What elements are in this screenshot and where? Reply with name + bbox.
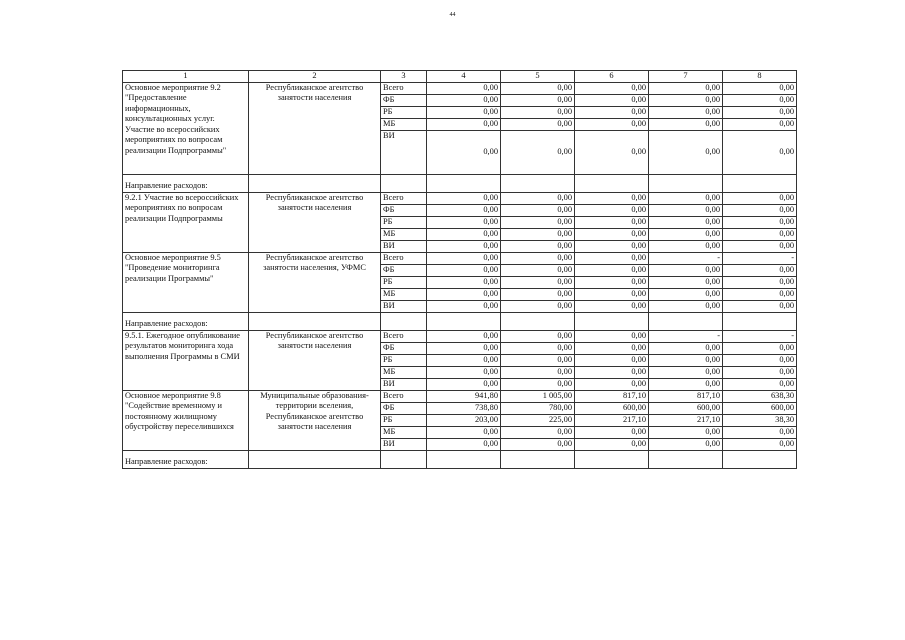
amount-cell: 217,10: [649, 414, 723, 426]
amount-cell: -: [649, 252, 723, 264]
amount-cell: 0,00: [723, 276, 797, 288]
funding-source: Всего: [381, 390, 427, 402]
empty-cell: [723, 174, 797, 192]
amount-cell: 0,00: [723, 216, 797, 228]
amount-cell: 0,00: [427, 82, 501, 94]
direction-row: [123, 312, 797, 330]
empty-cell: [649, 174, 723, 192]
amount-cell: 0,00: [501, 300, 575, 312]
amount-cell: 0,00: [501, 276, 575, 288]
funding-source: Всего: [381, 330, 427, 342]
empty-cell: [575, 450, 649, 468]
funding-source: ВИ: [381, 240, 427, 252]
amount-cell: 0,00: [501, 342, 575, 354]
amount-cell: 217,10: [575, 414, 649, 426]
direction-label: Направление расходов:: [123, 450, 249, 468]
amount-cell: 0,00: [723, 300, 797, 312]
empty-cell: [427, 312, 501, 330]
amount-cell: 0,00: [649, 94, 723, 106]
amount-cell: 0,00: [575, 204, 649, 216]
empty-cell: [649, 312, 723, 330]
amount-cell: 0,00: [501, 426, 575, 438]
amount-cell: 0,00: [501, 264, 575, 276]
header-cell: 5: [501, 71, 575, 83]
amount-cell: 0,00: [427, 94, 501, 106]
amount-cell: 600,00: [723, 402, 797, 414]
amount-cell: 600,00: [649, 402, 723, 414]
direction-row: [123, 450, 797, 468]
table-row: [123, 252, 797, 264]
amount-cell: 0,00: [649, 288, 723, 300]
amount-cell: 0,00: [723, 118, 797, 130]
amount-cell: 0,00: [575, 106, 649, 118]
amount-cell: -: [723, 330, 797, 342]
funding-source: ФБ: [381, 264, 427, 276]
amount-cell: 0,00: [501, 228, 575, 240]
amount-cell: 38,30: [723, 414, 797, 426]
amount-cell: 0,00: [723, 378, 797, 390]
amount-cell: -: [723, 252, 797, 264]
amount-cell: 0,00: [575, 252, 649, 264]
direction-row: [123, 174, 797, 192]
amount-cell: 0,00: [575, 192, 649, 204]
funding-source: ФБ: [381, 402, 427, 414]
header-cell: 7: [649, 71, 723, 83]
funding-source: МБ: [381, 228, 427, 240]
amount-cell: 0,00: [649, 378, 723, 390]
amount-cell: 0,00: [723, 438, 797, 450]
amount-cell: 0,00: [649, 106, 723, 118]
amount-cell: 0,00: [427, 204, 501, 216]
amount-cell: 0,00: [723, 82, 797, 94]
amount-cell: 0,00: [723, 342, 797, 354]
amount-cell: 0,00: [427, 240, 501, 252]
header-cell: 1: [123, 71, 249, 83]
amount-cell: 0,00: [723, 192, 797, 204]
amount-cell: 0,00: [575, 264, 649, 276]
table-row: [123, 82, 797, 94]
amount-cell: 0,00: [649, 342, 723, 354]
amount-cell: 0,00: [575, 438, 649, 450]
amount-cell: 0,00: [723, 228, 797, 240]
amount-cell: 0,00: [427, 300, 501, 312]
empty-cell: [723, 450, 797, 468]
activity-name: 9.2.1 Участие во всероссийских мероприятиях по вопросам реализации Подпрограммы: [123, 192, 249, 252]
amount-cell: 0,00: [501, 204, 575, 216]
funding-source: Всего: [381, 252, 427, 264]
amount-cell: 0,00: [501, 438, 575, 450]
amount-cell: 0,00: [649, 300, 723, 312]
amount-cell: 817,10: [649, 390, 723, 402]
empty-cell: [381, 174, 427, 192]
amount-cell: 0,00: [649, 82, 723, 94]
activity-name: Основное мероприятие 9.5 "Проведение мониторинга реализации Программы": [123, 252, 249, 312]
amount-cell: 0,00: [501, 330, 575, 342]
amount-cell: 0,00: [427, 252, 501, 264]
amount-cell: 0,00: [575, 240, 649, 252]
amount-cell: 0,00: [427, 288, 501, 300]
funding-source: РБ: [381, 216, 427, 228]
amount-cell: 0,00: [575, 300, 649, 312]
header-cell: 8: [723, 71, 797, 83]
amount-cell: 0,00: [501, 366, 575, 378]
funding-source: МБ: [381, 118, 427, 130]
amount-cell: 1 005,00: [501, 390, 575, 402]
header-cell: 6: [575, 71, 649, 83]
amount-cell: -: [649, 330, 723, 342]
funding-source: МБ: [381, 366, 427, 378]
amount-cell: 738,80: [427, 402, 501, 414]
empty-cell: [575, 312, 649, 330]
empty-cell: [501, 450, 575, 468]
amount-cell: 0,00: [501, 82, 575, 94]
amount-cell: 817,10: [575, 390, 649, 402]
amount-cell: 0,00: [649, 240, 723, 252]
amount-cell: 941,80: [427, 390, 501, 402]
amount-cell: 0,00: [575, 288, 649, 300]
empty-cell: [427, 174, 501, 192]
funding-source: МБ: [381, 288, 427, 300]
amount-cell: 0,00: [575, 82, 649, 94]
table-row: [123, 390, 797, 402]
amount-cell: 0,00: [501, 252, 575, 264]
amount-cell: 0,00: [427, 342, 501, 354]
amount-cell: 0,00: [575, 366, 649, 378]
amount-cell: 0,00: [501, 288, 575, 300]
empty-cell: [381, 312, 427, 330]
amount-cell: 0,00: [649, 228, 723, 240]
amount-cell: 0,00: [723, 204, 797, 216]
amount-cell: 0,00: [723, 130, 797, 174]
amount-cell: 0,00: [427, 118, 501, 130]
amount-cell: 0,00: [649, 438, 723, 450]
funding-source: ФБ: [381, 94, 427, 106]
amount-cell: 0,00: [649, 130, 723, 174]
amount-cell: 0,00: [501, 354, 575, 366]
amount-cell: 0,00: [575, 276, 649, 288]
activity-name: Основное мероприятие 9.2 "Предоставление информационных, консультационных услуг. Участие во всероссийских мероприятиях по вопросам реализации Подпрограммы": [123, 82, 249, 174]
funding-source: ФБ: [381, 204, 427, 216]
empty-cell: [249, 450, 381, 468]
amount-cell: 0,00: [427, 106, 501, 118]
direction-label: Направление расходов:: [123, 174, 249, 192]
funding-source: ВИ: [381, 300, 427, 312]
amount-cell: 0,00: [723, 94, 797, 106]
funding-source: РБ: [381, 414, 427, 426]
amount-cell: 0,00: [575, 342, 649, 354]
amount-cell: 0,00: [575, 330, 649, 342]
amount-cell: 0,00: [649, 216, 723, 228]
responsible-executor: Республиканское агентство занятости населения: [249, 192, 381, 252]
table-body: [123, 71, 797, 469]
amount-cell: 0,00: [427, 426, 501, 438]
table-row: [123, 192, 797, 204]
activity-name: Основное мероприятие 9.8 "Содействие временному и постоянному жилищному обустройству переселившихся: [123, 390, 249, 450]
page-number: 44: [449, 12, 456, 18]
funding-source: ВИ: [381, 438, 427, 450]
amount-cell: 0,00: [649, 204, 723, 216]
amount-cell: 0,00: [649, 366, 723, 378]
empty-cell: [501, 174, 575, 192]
amount-cell: 0,00: [575, 228, 649, 240]
amount-cell: 0,00: [649, 276, 723, 288]
funding-source: Всего: [381, 82, 427, 94]
empty-cell: [249, 174, 381, 192]
amount-cell: 0,00: [427, 438, 501, 450]
funding-source: РБ: [381, 106, 427, 118]
funding-source: ВИ: [381, 378, 427, 390]
amount-cell: 0,00: [575, 94, 649, 106]
amount-cell: 0,00: [501, 192, 575, 204]
amount-cell: 0,00: [427, 366, 501, 378]
amount-cell: 0,00: [575, 118, 649, 130]
amount-cell: 203,00: [427, 414, 501, 426]
activity-name: 9.5.1. Ежегодное опубликование результатов мониторинга хода выполнения Программы в СМИ: [123, 330, 249, 390]
funding-source: РБ: [381, 354, 427, 366]
amount-cell: 0,00: [723, 366, 797, 378]
amount-cell: 0,00: [501, 94, 575, 106]
header-cell: 3: [381, 71, 427, 83]
amount-cell: 0,00: [427, 330, 501, 342]
funding-source: ВИ: [381, 130, 427, 174]
responsible-executor: Муниципальные образования-территории вселения, Республиканское агентство занятости населения: [249, 390, 381, 450]
responsible-executor: Республиканское агентство занятости населения: [249, 82, 381, 174]
amount-cell: 0,00: [723, 354, 797, 366]
direction-label: Направление расходов:: [123, 312, 249, 330]
amount-cell: 0,00: [575, 378, 649, 390]
amount-cell: 0,00: [501, 118, 575, 130]
funding-source: ФБ: [381, 342, 427, 354]
amount-cell: 0,00: [427, 264, 501, 276]
amount-cell: 0,00: [575, 426, 649, 438]
header-row: [123, 71, 797, 83]
responsible-executor: Республиканское агентство занятости населения: [249, 330, 381, 390]
empty-cell: [649, 450, 723, 468]
amount-cell: 0,00: [649, 426, 723, 438]
amount-cell: 0,00: [723, 240, 797, 252]
empty-cell: [575, 174, 649, 192]
amount-cell: 600,00: [575, 402, 649, 414]
header-cell: 2: [249, 71, 381, 83]
amount-cell: 0,00: [723, 426, 797, 438]
amount-cell: 0,00: [427, 354, 501, 366]
amount-cell: 0,00: [649, 192, 723, 204]
amount-cell: 0,00: [501, 130, 575, 174]
funding-source: МБ: [381, 426, 427, 438]
amount-cell: 780,00: [501, 402, 575, 414]
amount-cell: 0,00: [427, 130, 501, 174]
header-cell: 4: [427, 71, 501, 83]
amount-cell: 0,00: [575, 354, 649, 366]
empty-cell: [501, 312, 575, 330]
amount-cell: 0,00: [649, 354, 723, 366]
empty-cell: [249, 312, 381, 330]
amount-cell: 0,00: [575, 130, 649, 174]
amount-cell: 0,00: [501, 216, 575, 228]
amount-cell: 0,00: [427, 228, 501, 240]
amount-cell: 0,00: [723, 288, 797, 300]
funding-source: Всего: [381, 192, 427, 204]
amount-cell: 638,30: [723, 390, 797, 402]
amount-cell: 0,00: [501, 106, 575, 118]
amount-cell: 0,00: [649, 118, 723, 130]
amount-cell: 0,00: [501, 240, 575, 252]
empty-cell: [427, 450, 501, 468]
amount-cell: 0,00: [723, 106, 797, 118]
amount-cell: 0,00: [427, 378, 501, 390]
amount-cell: 0,00: [501, 378, 575, 390]
amount-cell: 0,00: [427, 192, 501, 204]
amount-cell: 0,00: [575, 216, 649, 228]
empty-cell: [381, 450, 427, 468]
amount-cell: 0,00: [723, 264, 797, 276]
amount-cell: 225,00: [501, 414, 575, 426]
amount-cell: 0,00: [427, 276, 501, 288]
table-row: [123, 330, 797, 342]
budget-table: [122, 70, 797, 469]
amount-cell: 0,00: [649, 264, 723, 276]
funding-source: РБ: [381, 276, 427, 288]
amount-cell: 0,00: [427, 216, 501, 228]
responsible-executor: Республиканское агентство занятости населения, УФМС: [249, 252, 381, 312]
empty-cell: [723, 312, 797, 330]
